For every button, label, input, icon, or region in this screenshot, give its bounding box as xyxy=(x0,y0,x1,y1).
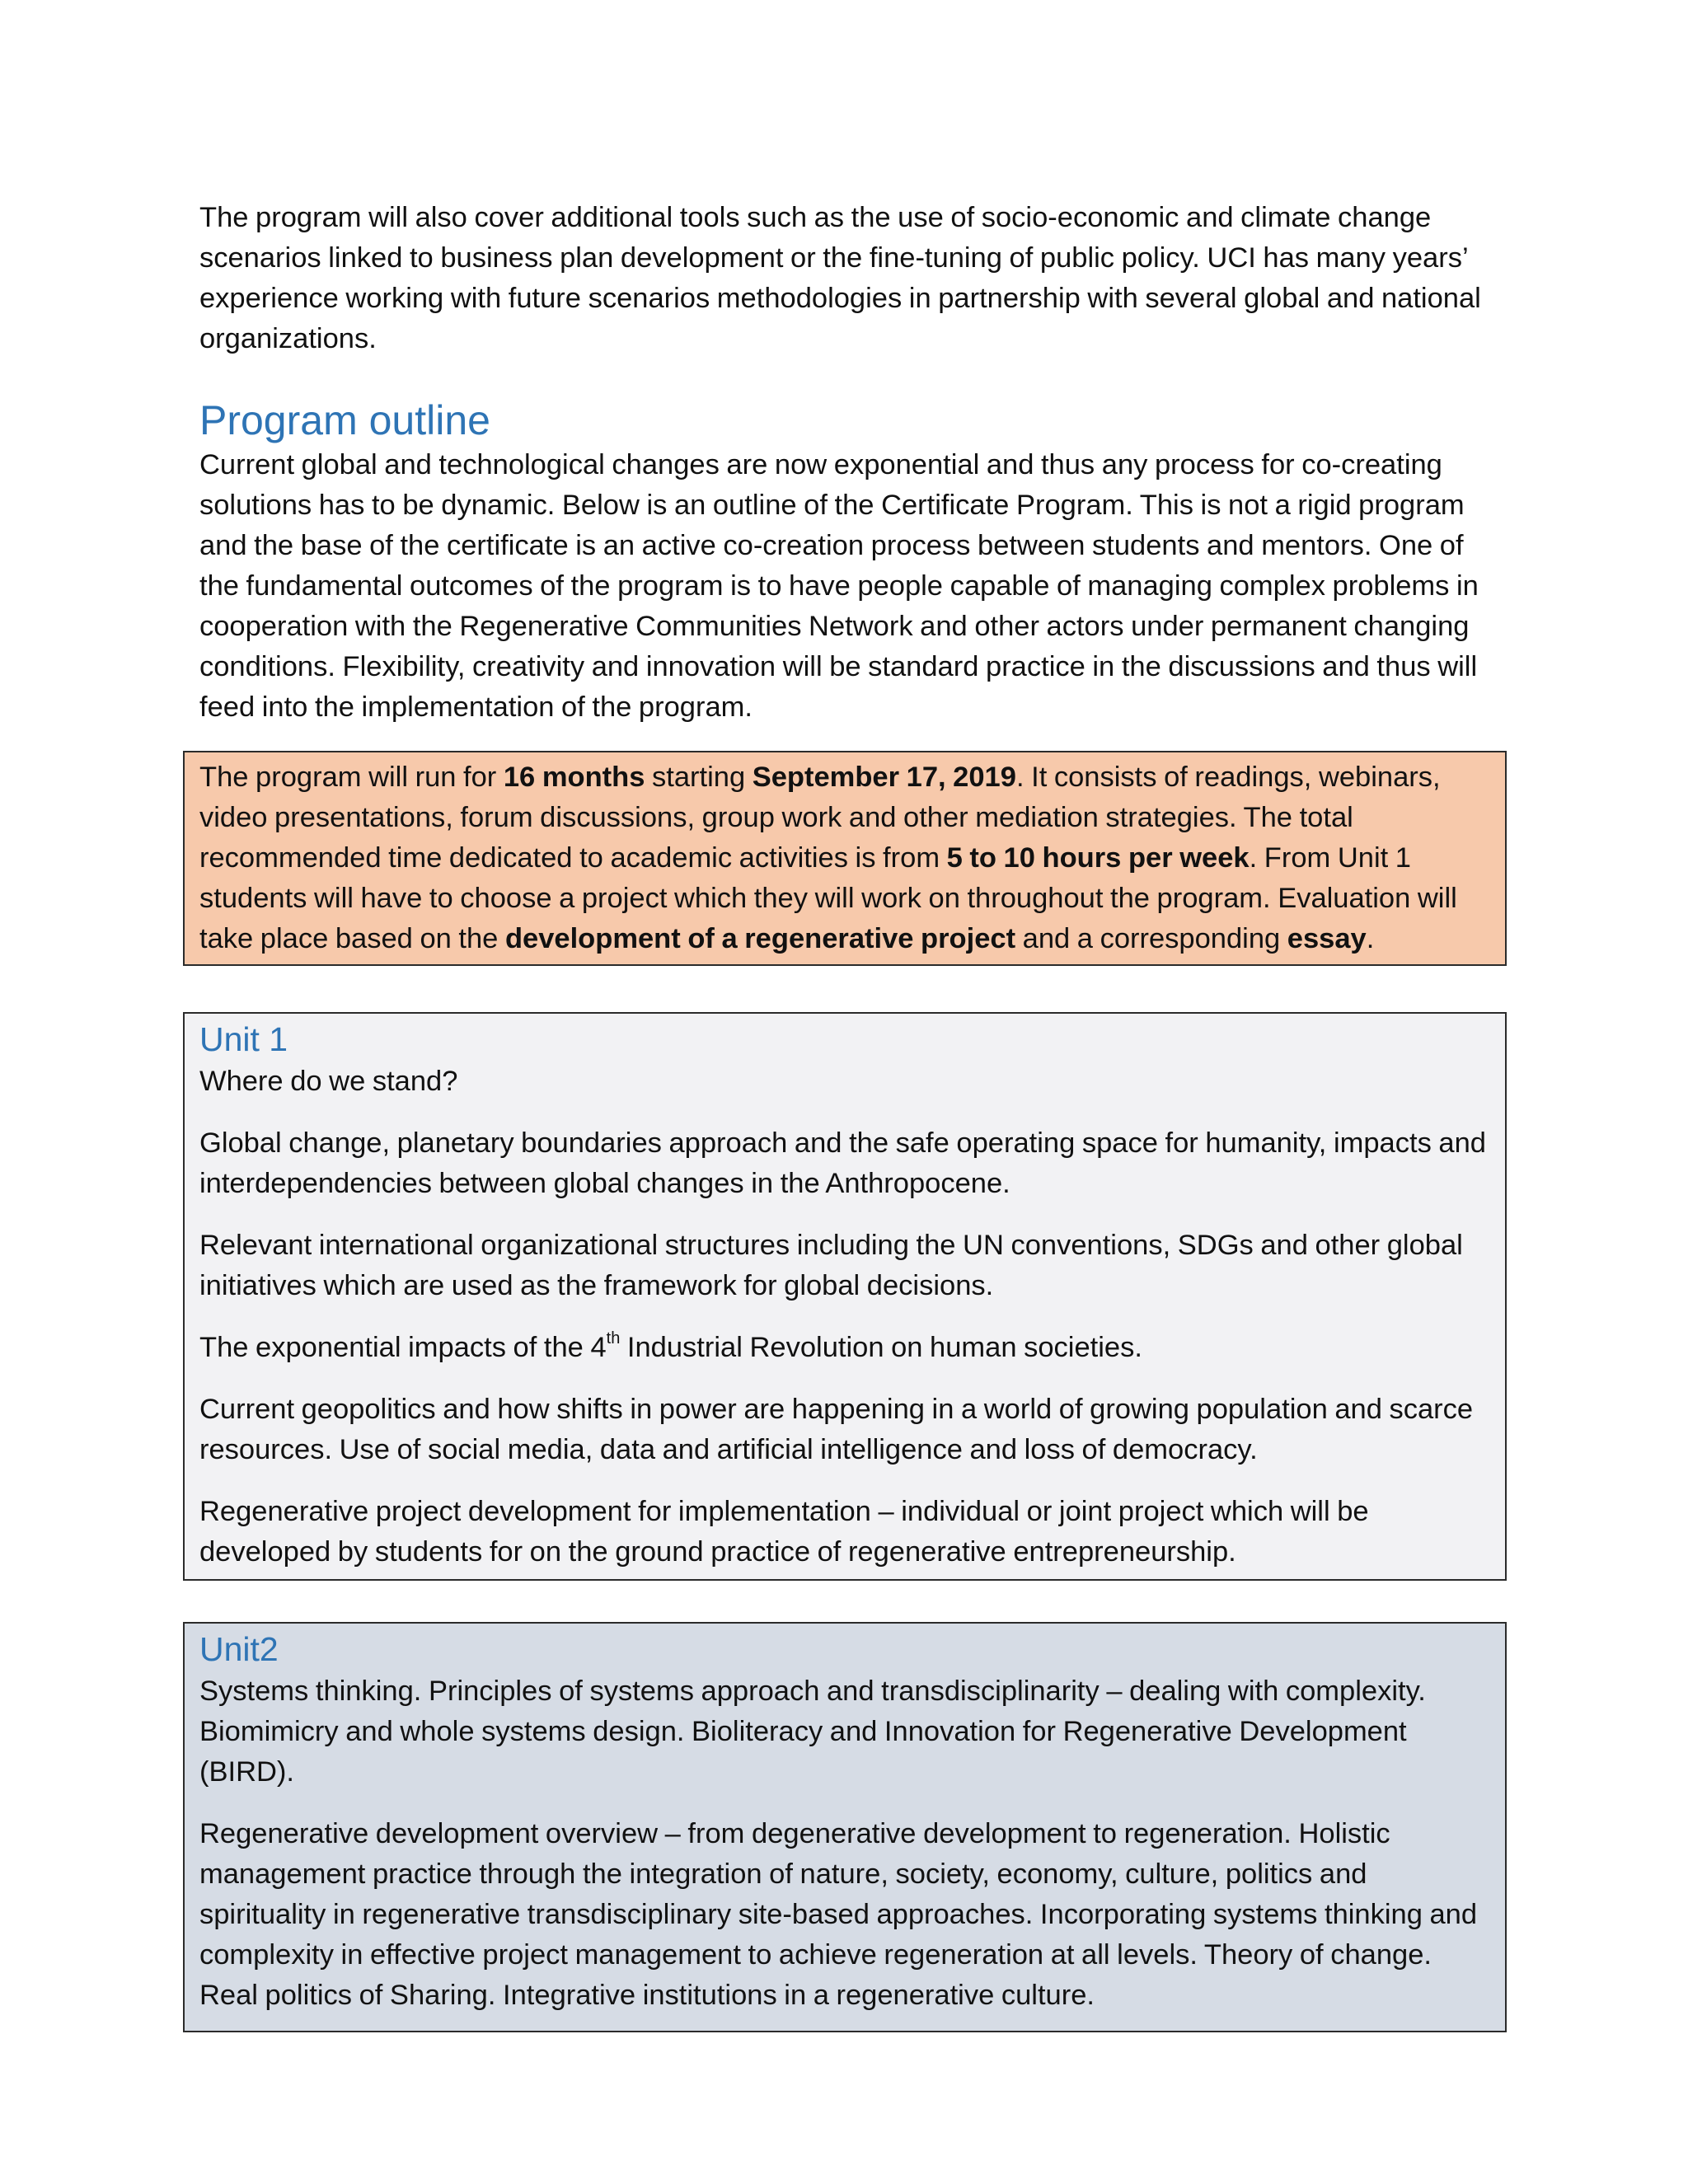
summary-duration: 16 months xyxy=(503,762,645,793)
summary-text-3: . It consists of readings, webinars, video presentations, forum discussions, group work and other mediation strategies. The total recommended time dedicated to academic activities is from xyxy=(199,762,1441,874)
page-content xyxy=(199,198,1485,2032)
program-outline-heading: Program outline xyxy=(199,397,490,443)
summary-start-date: September 17, 2019 xyxy=(752,762,1016,793)
unit-2-title: Unit2 xyxy=(199,1630,279,1668)
summary-weekly-hours: 5 to 10 hours per week xyxy=(946,842,1250,874)
summary-evaluation-project: development of a regenerative project xyxy=(504,923,1016,954)
program-summary-text xyxy=(199,757,1490,959)
program-summary-box xyxy=(183,751,1507,966)
unit-2-paragraph-1: Systems thinking. Principles of systems approach and transdisciplinarity – dealing with complexity. Biomimicry and whole systems design. Bioliteracy and Innovation for Regenerative Development (BIRD). xyxy=(199,1675,1426,1788)
unit-2-paragraph-2: Regenerative development overview – from degenerative development to regeneration. Holistic management practice through the integration of nature, society, economy, culture, politics and spirituality in regenerative transdisciplinary site-based approaches. Incorporating systems thinking and complexity in effective project management to achieve regeneration at all levels. Theory of change. Real politics of Sharing. Integrative institutions in a regenerative culture. xyxy=(199,1818,1478,2011)
unit-1-subtitle: Where do we stand? xyxy=(199,1066,458,1097)
program-outline-paragraph: Current global and technological changes are now exponential and thus any process for co-creating solutions has to be dynamic. Below is an outline of the Certificate Program. This is not a rigid program and the base of the certificate is an active co-creation process between students and mentors. One of the fundamental outcomes of the program is to have people capable of managing complex problems in cooperation with the Regenerative Communities Network and other actors under permanent changing conditions. Flexibility, creativity and innovation will be standard practice in the discussions and thus will feed into the implementation of the program. xyxy=(199,449,1479,723)
unit-1-paragraph-3 xyxy=(199,1328,1490,1368)
summary-text-1: The program will run for xyxy=(199,762,504,793)
summary-text-6: . xyxy=(1366,923,1375,954)
unit-1-paragraph-2: Relevant international organizational structures including the UN conventions, SDGs and other global initiatives which are used as the framework for global decisions. xyxy=(199,1230,1463,1301)
unit-1-paragraph-3-end: Industrial Revolution on human societies. xyxy=(620,1332,1142,1363)
ordinal-superscript: th xyxy=(606,1329,621,1347)
summary-text-5: and a corresponding xyxy=(1015,923,1287,954)
summary-text-2: starting xyxy=(645,762,753,793)
unit-1-box xyxy=(183,1012,1507,1581)
unit-1-paragraph-4: Current geopolitics and how shifts in power are happening in a world of growing population and scarce resources. Use of social media, data and artificial intelligence and loss of democracy. xyxy=(199,1394,1474,1465)
intro-paragraph: The program will also cover additional tools such as the use of socio-economic and climate change scenarios linked to business plan development or the fine-tuning of public policy. UCI has many years’ experience working with future scenarios methodologies in partnership with several global and national organizations. xyxy=(199,202,1481,354)
unit-2-box xyxy=(183,1622,1507,2032)
unit-1-paragraph-3-start: The exponential impacts of the 4 xyxy=(199,1332,607,1363)
unit-1-paragraph-1: Global change, planetary boundaries approach and the safe operating space for humanity, impacts and interdependencies between global changes in the Anthropocene. xyxy=(199,1127,1486,1199)
unit-1-paragraph-5: Regenerative project development for implementation – individual or joint project which will be developed by students for on the ground practice of regenerative entrepreneurship. xyxy=(199,1496,1369,1568)
summary-essay: essay xyxy=(1287,923,1367,954)
summary-text-4: . From Unit 1 students will have to choose a project which they will work on throughout the program. Evaluation will take place based on the xyxy=(199,842,1457,954)
unit-1-title: Unit 1 xyxy=(199,1020,288,1058)
